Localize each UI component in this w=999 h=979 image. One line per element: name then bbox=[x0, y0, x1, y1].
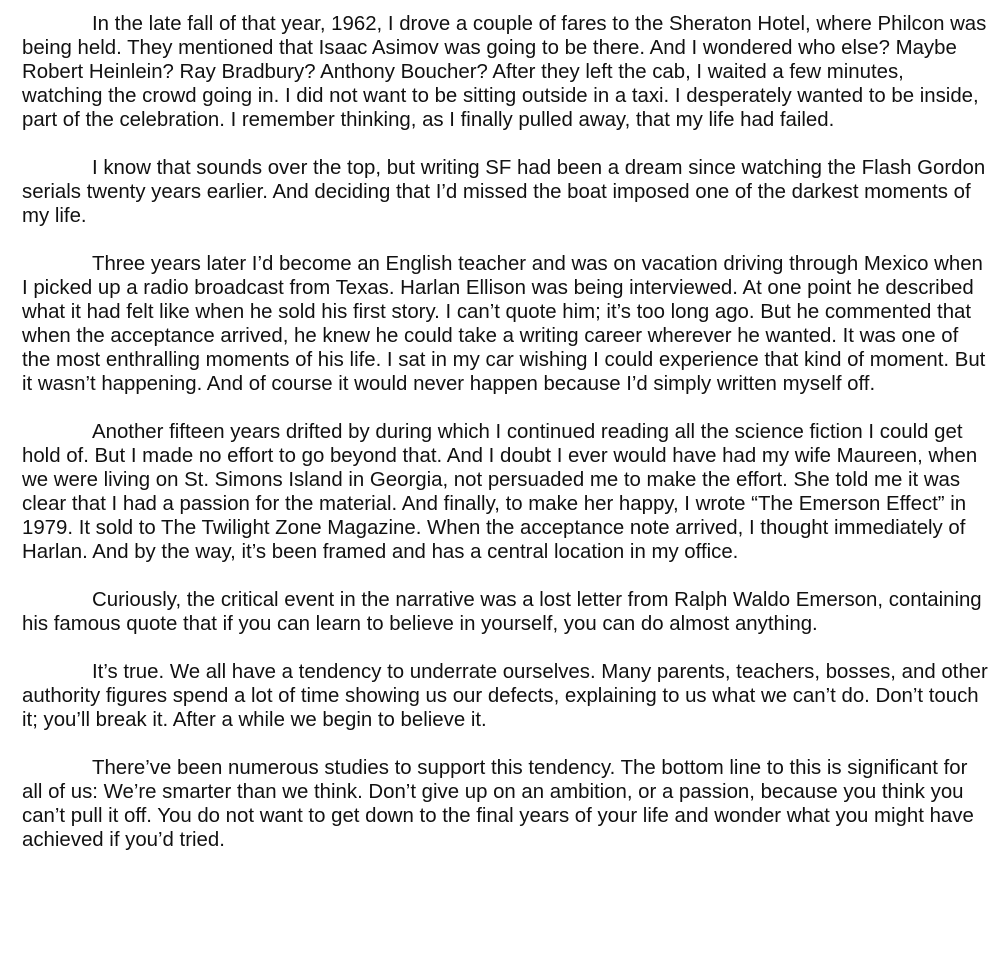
paragraph-5: Curiously, the critical event in the narrative was a lost letter from Ralph Waldo Emerson, containing his famous quote that if you can learn to believe in yourself, you can do almost anything. bbox=[22, 589, 982, 635]
paragraph-4: Another fifteen years drifted by during which I continued reading all the science fiction I could get hold of. But I made no effort to go beyond that. And I doubt I ever would have had my wife Maureen, when we were living on St. Simons Island in Georgia, not persuaded me to make the effort. She told me it was clear that I had a passion for the material. And finally, to make her happy, I wrote “The Emerson Effect” in 1979. It sold to The Twilight Zone Magazine. When the acceptance note arrived, I thought immediately of Harlan. And by the way, it’s been framed and has a central location in my office. bbox=[22, 421, 978, 563]
paragraph-2: I know that sounds over the top, but writing SF had been a dream since watching the Flash Gordon serials twenty years earlier. And deciding that I’d missed the boat imposed one of the darkest moments of my life. bbox=[22, 157, 986, 227]
paragraph-3: Three years later I’d become an English teacher and was on vacation driving through Mexico when I picked up a radio broadcast from Texas. Harlan Ellison was being interviewed. At one point he described what it had felt like when he sold his first story. I can’t quote him; it’s too long ago. But he commented that when the acceptance arrived, he knew he could take a writing career wherever he wanted. It was one of the most enthralling moments of his life. I sat in my car wishing I could experience that kind of moment. But it wasn’t happening. And of course it would never happen because I’d simply written myself off. bbox=[22, 253, 986, 395]
paragraph-1: In the late fall of that year, 1962, I drove a couple of fares to the Sheraton Hotel, where Philcon was being held. They mentioned that Isaac Asimov was going to be there. And I wondered who else? Maybe Robert Heinlein? Ray Bradbury? Anthony Boucher? After they left the cab, I waited a few minutes, watching the crowd going in. I did not want to be sitting outside in a taxi. I desperately wanted to be inside, part of the celebration. I remember thinking, as I finally pulled away, that my life had failed. bbox=[22, 13, 987, 131]
paragraph-7: There’ve been numerous studies to support this tendency. The bottom line to this is significant for all of us: We’re smarter than we think. Don’t give up on an ambition, or a passion, because you think you can’t pull it off. You do not want to get down to the final years of your life and wonder what you might have achieved if you’d tried. bbox=[22, 757, 974, 851]
document-body bbox=[22, 12, 988, 852]
paragraph-6: It’s true. We all have a tendency to underrate ourselves. Many parents, teachers, bosses, and other authority figures spend a lot of time showing us our defects, explaining to us what we can’t do. Don’t touch it; you’ll break it. After a while we begin to believe it. bbox=[22, 661, 988, 731]
